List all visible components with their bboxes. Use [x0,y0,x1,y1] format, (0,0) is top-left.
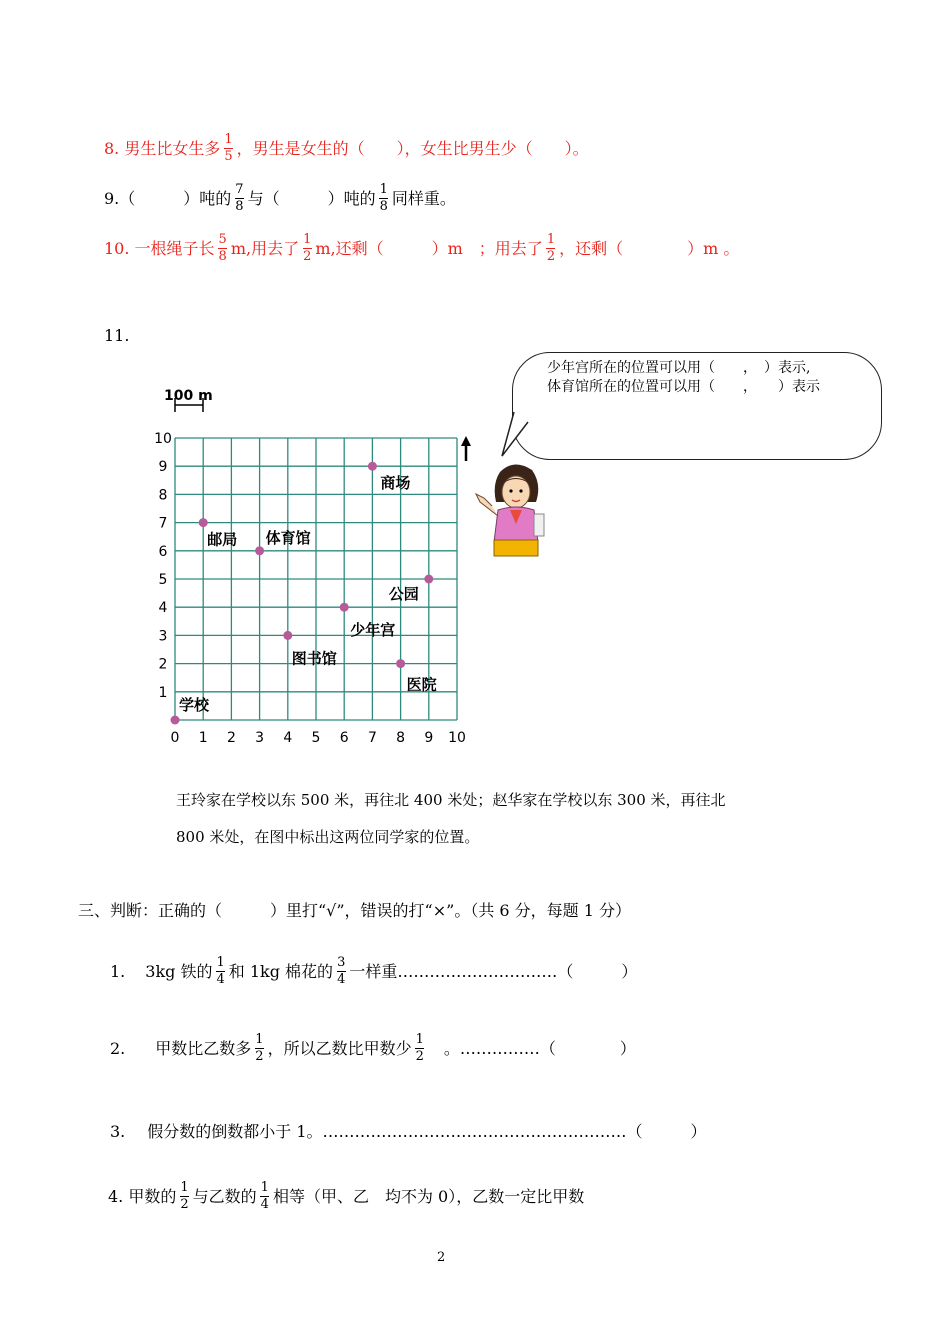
q10-fraction-2: $\frac{1}{2}$ [303,232,312,264]
map-description-line-1: 王玲家在学校以东 500 米，再往北 400 米处；赵华家在学校以东 300 米，再往北 [176,791,726,809]
map-description-line-2: 800 米处，在图中标出这两位同学家的位置。 [176,828,480,846]
y-tick-labels [154,431,172,701]
place-label: 少年宫 [350,621,396,640]
q10-text-c: m,还剩（ ）m ；用去了 [315,238,543,258]
j4-text-b: 与乙数的 [192,1186,257,1206]
section-3-heading: 三、判断：正确的（ ）里打“√”，错误的打“×”。（共 6 分，每题 1 分） [78,901,632,920]
x-tick-label: 2 [226,730,236,746]
question-10 [104,232,739,265]
j3-label: 3. [110,1122,126,1141]
y-tick-label: 7 [158,515,168,532]
y-tick-label: 8 [158,487,168,504]
q9-text-b: 与（ ）吨的 [247,188,376,208]
place-point [396,659,405,668]
x-tick-label: 7 [367,730,377,746]
y-tick-label: 4 [158,600,168,617]
place-label: 体育馆 [265,528,311,547]
bubble-tail [498,410,538,460]
place-label: 学校 [179,696,210,714]
q8-text-b: ，男生是女生的（ ），女生比男生少（ ）。 [236,138,589,158]
j4-text-c: 相等（甲、乙 均不为 0），乙数一定比甲数 [272,1186,585,1206]
y-tick-label: 6 [158,543,168,560]
x-tick-label: 9 [424,730,434,746]
place-point [255,546,264,555]
scale-marker [164,388,213,412]
j2-fraction-2: $\frac{1}{2}$ [415,1032,424,1064]
j4-fraction-2: $\frac{1}{4}$ [260,1180,269,1212]
j2-label: 2. [110,1038,126,1058]
place-point [171,716,180,725]
place-markers [171,462,437,725]
j4-text-a: 4. 甲数的 [108,1186,177,1206]
question-11-number: 11. [104,326,130,345]
judgment-4 [108,1180,584,1213]
q9-fraction-2: $\frac{1}{8}$ [379,182,388,214]
x-tick-labels [171,730,466,746]
j4-fraction-1: $\frac{1}{2}$ [180,1180,189,1212]
j1-text-b: 和 1kg 棉花的 [228,961,334,981]
place-label: 图书馆 [291,649,337,668]
page-number: 2 [437,1250,446,1265]
x-tick-label: 3 [255,730,265,746]
q10-text-b: m,用去了 [230,238,300,258]
x-tick-label: 0 [170,730,180,746]
q10-text-a: 10. 一根绳子长 [104,238,215,258]
j2-fraction-1: $\frac{1}{2}$ [255,1032,264,1064]
bubble-line-2: 体育馆所在的位置可以用（ ， ）表示 [547,379,820,395]
girl-illustration [472,462,550,562]
q9-text-c: 同样重。 [391,188,456,208]
j2-text-b: ，所以乙数比甲数少 [267,1038,412,1058]
map-grid [130,380,480,760]
y-tick-label: 9 [158,459,168,476]
q8-fraction: $\frac{1}{5}$ [224,132,233,164]
j1-text-a: 3kg 铁的 [145,961,213,981]
y-tick-label: 3 [158,628,168,645]
j1-fraction-2: $\frac{3}{4}$ [337,955,346,987]
j1-label: 1. [110,961,126,981]
x-tick-label: 8 [396,730,406,746]
place-point [424,575,433,584]
question-8 [104,132,589,165]
x-tick-label: 10 [448,730,466,746]
y-tick-label: 1 [158,684,168,701]
j2-text-a: 甲数比乙数多 [155,1038,252,1058]
speech-bubble [512,352,882,460]
x-tick-label: 6 [339,730,349,746]
bubble-text [547,359,820,397]
j1-text-c: 一样重…………………………（ ） [349,961,638,981]
j1-fraction-1: $\frac{1}{4}$ [216,955,225,987]
q9-text-a: 9.（ ）吨的 [104,188,232,208]
judgment-1 [110,955,637,988]
j2-text-c: 。……………（ ） [427,1038,636,1058]
q9-fraction-1: $\frac{7}{8}$ [235,182,244,214]
y-tick-label: 5 [158,572,168,588]
place-label: 医院 [406,675,437,694]
j3-text-a: 假分数的倒数都小于 1。…………………………………………………（ ） [147,1122,707,1141]
judgment-2 [110,1032,636,1065]
place-point [368,462,377,471]
question-9 [104,182,456,215]
x-tick-label: 1 [198,730,208,746]
place-label: 邮局 [207,530,238,549]
scale-label: 100 m [164,388,213,404]
place-label: 商场 [380,474,411,493]
x-tick-label: 4 [283,730,293,746]
q10-text-d: ，还剩（ ）m 。 [559,238,740,258]
q10-fraction-1: $\frac{5}{8}$ [218,232,227,264]
place-point [199,518,208,527]
place-point [340,603,349,612]
judgment-3 [110,1122,707,1142]
q10-fraction-3: $\frac{1}{2}$ [546,232,556,264]
place-point [283,631,292,640]
q8-text-a: 8. 男生比女生多 [104,138,221,158]
bubble-line-1: 少年宫所在的位置可以用（ ， ）表示, [547,360,811,376]
y-tick-label: 2 [158,656,168,673]
north-arrow-icon [459,434,473,462]
x-tick-label: 5 [311,730,321,746]
y-tick-label: 10 [154,431,172,447]
place-label: 公园 [388,585,419,603]
